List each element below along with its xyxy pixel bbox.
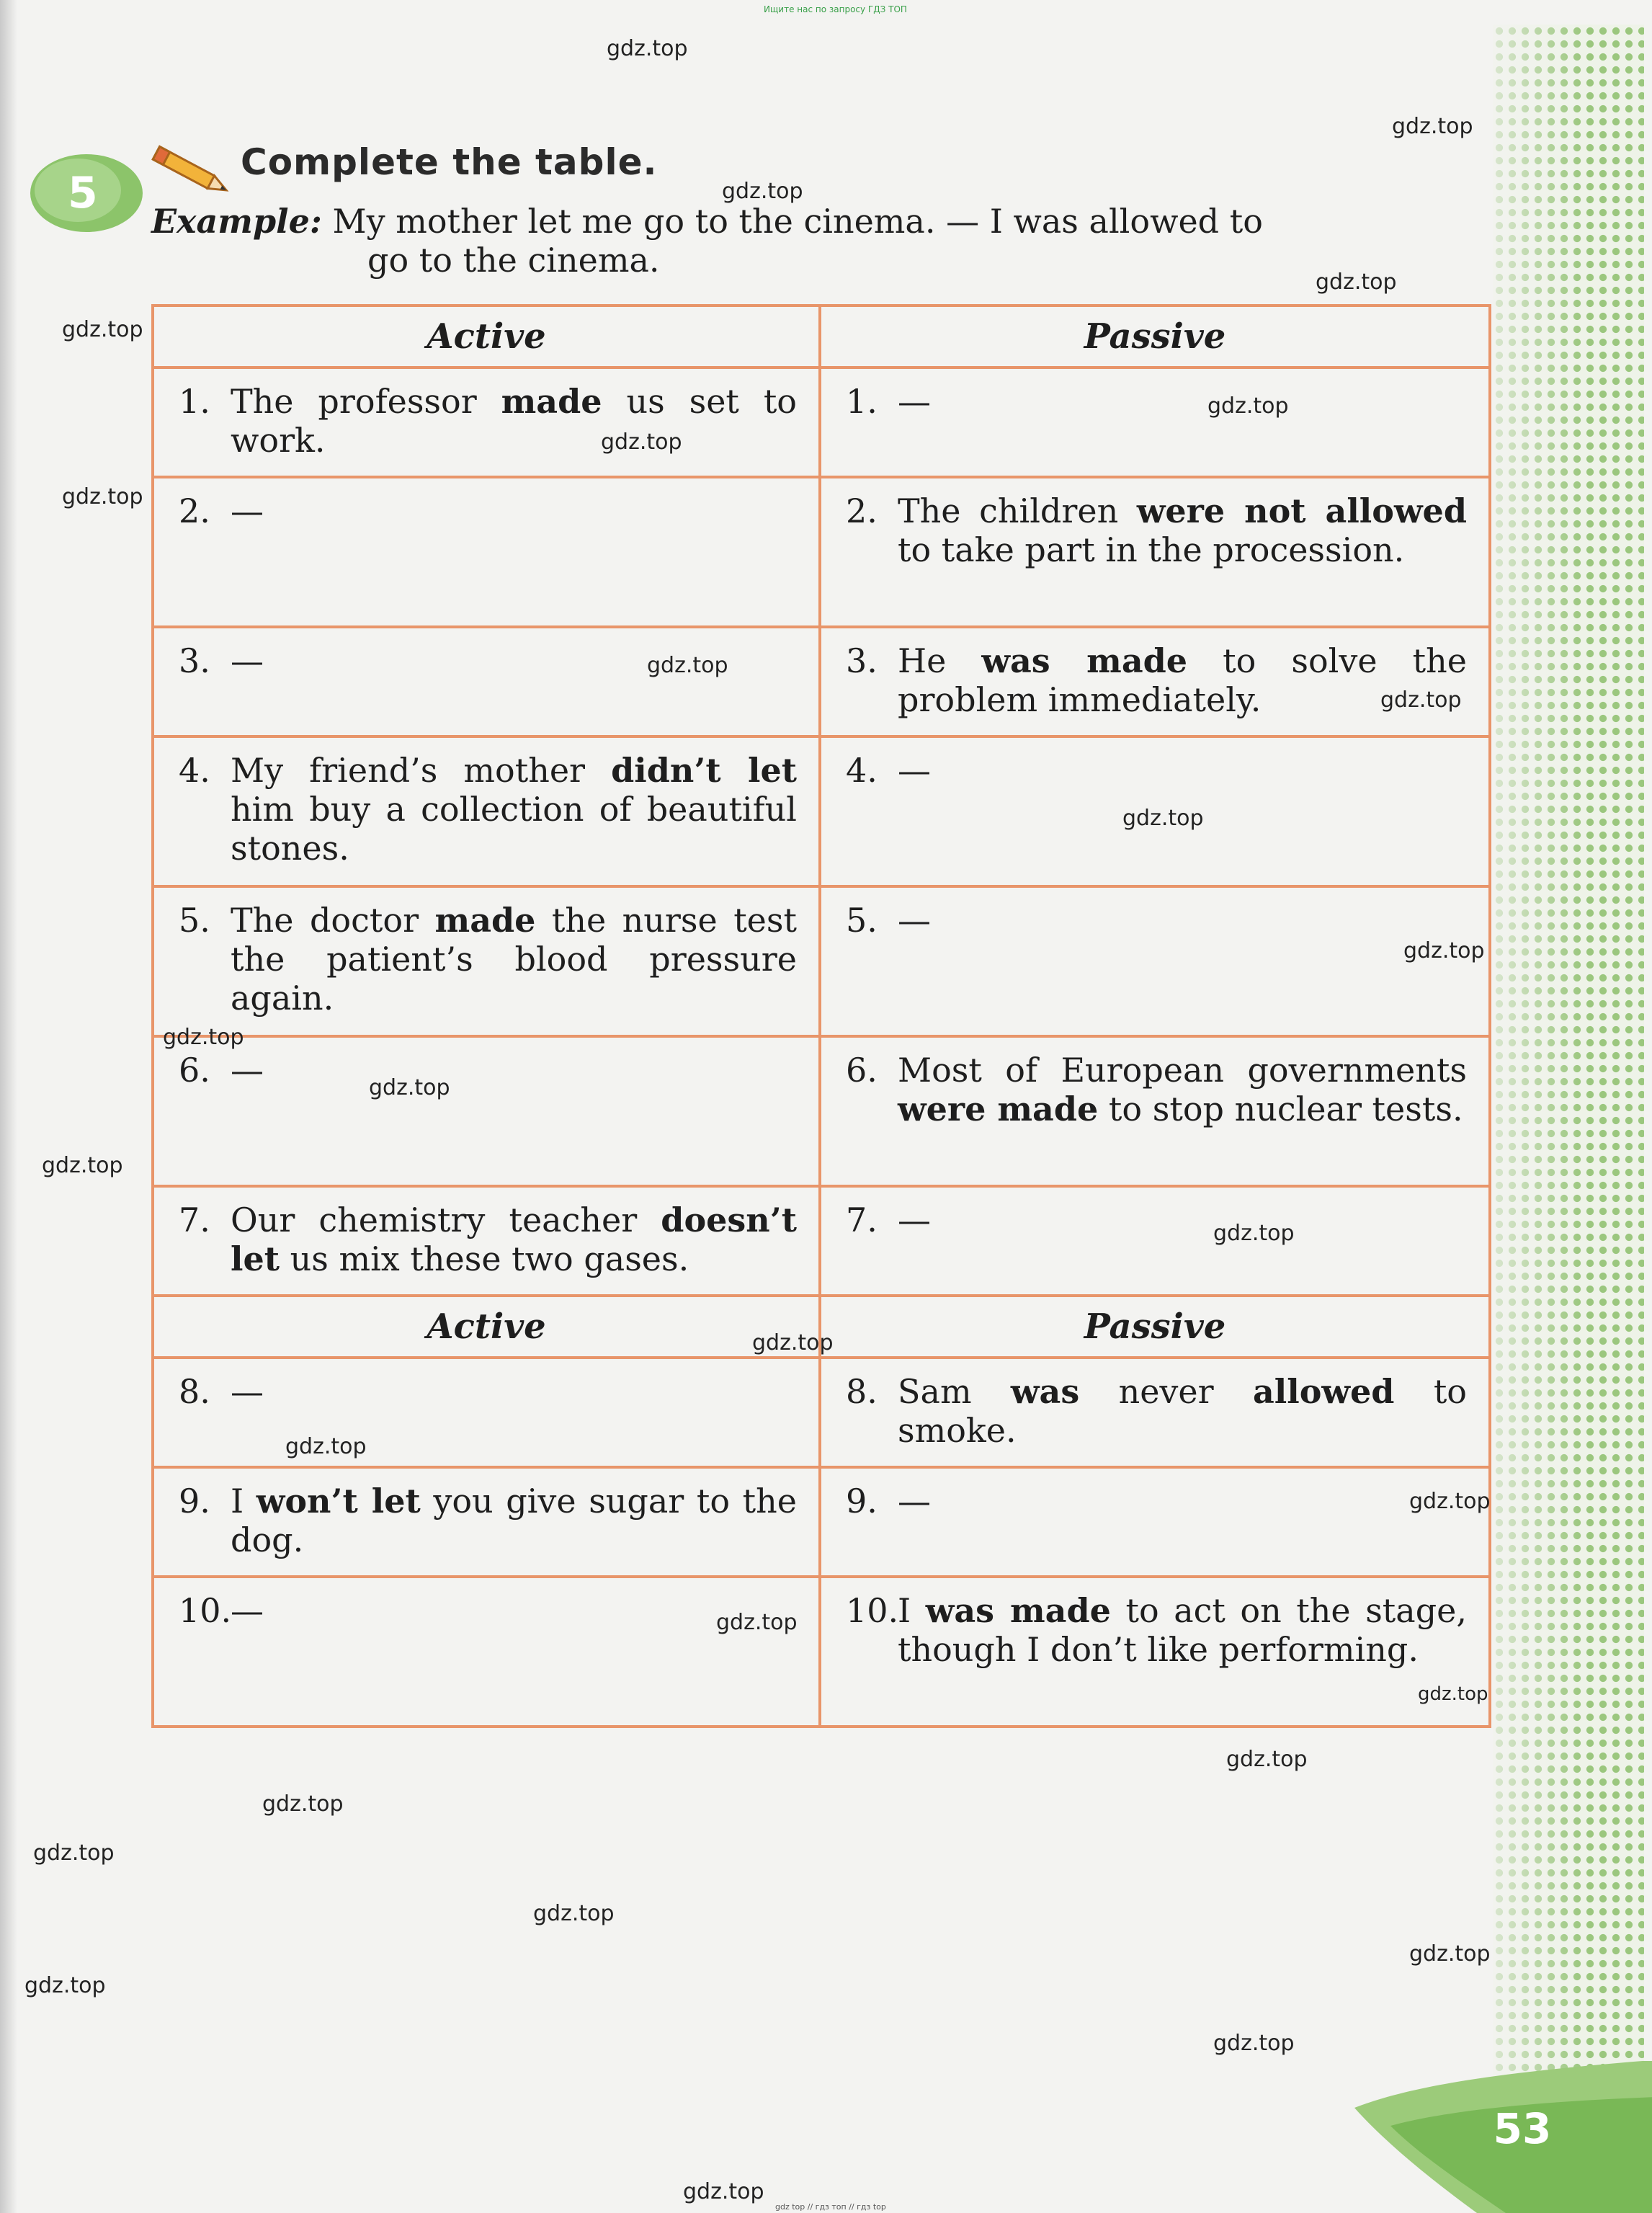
item-number: 2.	[846, 491, 878, 530]
table-row	[153, 627, 1490, 736]
watermark: gdz.top	[1418, 1683, 1488, 1705]
watermark: gdz.top	[1380, 687, 1462, 713]
active-cell	[153, 736, 820, 886]
sentence: —	[231, 491, 264, 530]
sentence: —	[231, 641, 264, 680]
exercise-number: 5	[68, 168, 98, 218]
target-verb: was made	[981, 641, 1188, 680]
item-number: 9.	[179, 1482, 210, 1520]
item-number: 1.	[179, 382, 210, 421]
column-header-active: Active	[153, 306, 820, 368]
item-number: 2.	[179, 491, 210, 530]
footer-note: gdz top // гдз топ // гдз top	[775, 2202, 886, 2212]
item-number: 10.	[846, 1591, 899, 1630]
example-line-1	[151, 202, 1491, 241]
target-verb: made	[434, 901, 536, 940]
sentence: I was made to act on the stage, though I don’t like performing.	[898, 1591, 1467, 1669]
watermark: gdz.top	[601, 429, 682, 455]
table-row	[153, 1036, 1490, 1186]
target-verb: were made	[898, 1090, 1099, 1128]
item-number: 6.	[179, 1051, 210, 1090]
watermark: gdz.top	[1316, 270, 1397, 295]
table-row	[153, 1467, 1490, 1577]
target-verb: allowed	[1253, 1372, 1395, 1411]
watermark: gdz.top	[533, 1901, 615, 1926]
watermark: gdz.top	[24, 1973, 106, 1998]
item-number: 4.	[846, 751, 878, 790]
sentence: Our chemistry teacher doesn’t let us mix these two gases.	[231, 1201, 797, 1278]
table-row	[153, 1577, 1490, 1727]
target-verb: didn’t let	[611, 751, 798, 790]
passive-cell	[820, 627, 1490, 736]
watermark: gdz.top	[1207, 393, 1289, 419]
watermark: gdz.top	[1122, 806, 1204, 831]
item-number: 4.	[179, 751, 210, 790]
active-cell	[153, 1577, 820, 1727]
sentence: —	[898, 1201, 931, 1239]
watermark: gdz.top	[62, 484, 143, 509]
example-sentence: My mother let me go to the cinema. — I was allowed to	[332, 202, 1263, 241]
table-row	[153, 886, 1490, 1036]
item-number: 10.	[179, 1591, 232, 1630]
table-row	[153, 368, 1490, 477]
passive-cell	[820, 368, 1490, 477]
pencil-icon	[141, 141, 235, 202]
target-verb: won’t let	[256, 1482, 421, 1520]
example-line-2: go to the cinema.	[367, 241, 660, 280]
dotted-margin-fade	[1493, 25, 1644, 2085]
table-header-row	[153, 306, 1490, 368]
sentence: —	[231, 1591, 264, 1630]
passive-cell	[820, 886, 1490, 1036]
sentence: The doctor made the nurse test the patient’s blood pressure again.	[231, 901, 797, 1018]
passive-cell	[820, 1036, 1490, 1186]
active-cell	[153, 477, 820, 627]
watermark: gdz.top	[647, 653, 728, 678]
watermark: gdz.top	[1213, 2031, 1295, 2056]
passive-cell	[820, 477, 1490, 627]
active-passive-table	[151, 304, 1491, 1728]
watermark: gdz.top	[752, 1330, 834, 1355]
sentence: —	[898, 901, 931, 940]
active-cell	[153, 368, 820, 477]
watermark: gdz.top	[262, 1791, 344, 1817]
watermark: gdz.top	[163, 1025, 244, 1050]
active-cell	[153, 1467, 820, 1577]
sentence: —	[231, 1372, 264, 1411]
passive-cell	[820, 1577, 1490, 1727]
item-number: 6.	[846, 1051, 878, 1090]
item-number: 3.	[846, 641, 878, 680]
passive-cell	[820, 1358, 1490, 1467]
sentence: —	[898, 1482, 931, 1520]
sentence: My friend’s mother didn’t let him buy a collection of beautiful stones.	[231, 751, 798, 868]
column-header-passive: Passive	[820, 306, 1490, 368]
item-number: 3.	[179, 641, 210, 680]
sentence: Most of European governments were made to stop nuclear tests.	[898, 1051, 1467, 1128]
item-number: 5.	[179, 901, 210, 940]
table-row	[153, 477, 1490, 627]
column-header-passive: Passive	[820, 1296, 1490, 1358]
task-title: Complete the table.	[241, 141, 658, 183]
active-cell	[153, 1036, 820, 1186]
target-verb: made	[501, 382, 602, 421]
example-label: Example:	[151, 202, 322, 241]
watermark: gdz.top	[1409, 1489, 1491, 1514]
watermark: gdz.top	[42, 1153, 123, 1178]
sentence: —	[898, 751, 931, 790]
page-number: 53	[1493, 2104, 1552, 2153]
active-cell	[153, 886, 820, 1036]
watermark: gdz.top	[716, 1610, 798, 1635]
watermark: gdz.top	[1409, 1941, 1491, 1967]
watermark: gdz.top	[62, 317, 143, 342]
watermark: gdz.top	[722, 179, 803, 204]
watermark: gdz.top	[1392, 114, 1473, 139]
sentence: —	[231, 1051, 264, 1090]
item-number: 7.	[846, 1201, 878, 1239]
item-number: 5.	[846, 901, 878, 940]
item-number: 1.	[846, 382, 878, 421]
watermark: gdz.top	[33, 1840, 115, 1866]
exercise-number-badge	[27, 150, 150, 236]
example-text	[151, 202, 1491, 280]
sentence: Sam was never allowed to smoke.	[898, 1372, 1468, 1450]
target-verb: doesn’t let	[231, 1201, 797, 1278]
item-number: 8.	[846, 1372, 878, 1411]
target-verb: was made	[925, 1591, 1111, 1630]
passive-cell	[820, 1186, 1490, 1296]
watermark: gdz.top	[1213, 1221, 1295, 1246]
active-cell	[153, 1358, 820, 1467]
table-row	[153, 736, 1490, 886]
active-cell	[153, 1186, 820, 1296]
watermark: gdz.top	[1226, 1747, 1308, 1772]
passive-cell	[820, 1467, 1490, 1577]
watermark: gdz.top	[683, 2179, 764, 2204]
sentence: He was made to solve the problem immediately.	[898, 641, 1467, 719]
watermark: gdz.top	[369, 1075, 450, 1100]
header-note: Ищите нас по запросу ГДЗ ТОП	[764, 4, 907, 14]
column-header-active: Active	[153, 1296, 820, 1358]
item-number: 7.	[179, 1201, 210, 1239]
sentence: The children were not allowed to take part in the procession.	[898, 491, 1467, 569]
page-gutter-shadow	[0, 0, 17, 2213]
item-number: 9.	[846, 1482, 878, 1520]
sentence: The professor made us set to work.	[231, 382, 797, 460]
target-verb: was	[1010, 1372, 1080, 1411]
table-body	[153, 306, 1490, 1727]
sentence: —	[898, 382, 931, 421]
item-number: 8.	[179, 1372, 210, 1411]
active-cell	[153, 627, 820, 736]
sentence: I won’t let you give sugar to the dog.	[231, 1482, 797, 1559]
target-verb: were not allowed	[1136, 491, 1467, 530]
watermark: gdz.top	[1403, 938, 1485, 963]
watermark: gdz.top	[607, 36, 688, 61]
watermark: gdz.top	[285, 1434, 367, 1459]
